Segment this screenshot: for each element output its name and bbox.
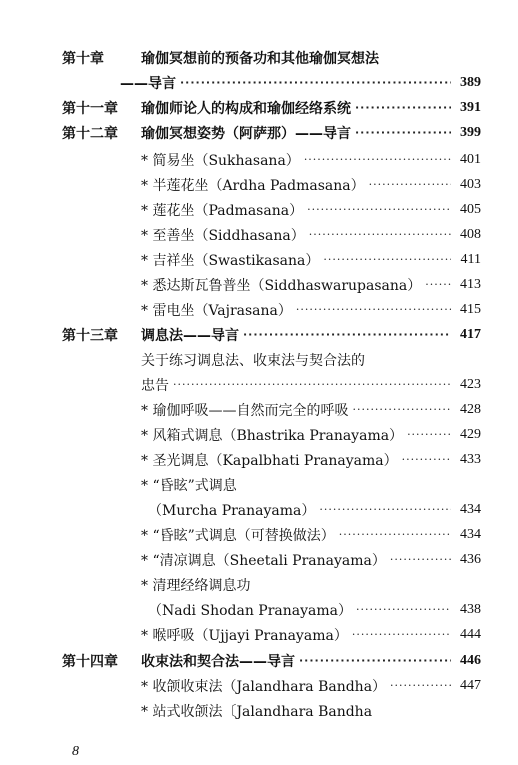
toc-entry (0, 547, 518, 572)
toc-entry (0, 322, 518, 347)
entry-title (148, 600, 481, 620)
entry-title (141, 225, 481, 245)
toc-entry (0, 522, 518, 547)
page-number: 413 (460, 276, 481, 292)
chapter-label: 第十章 (62, 50, 104, 67)
entry-text: * 莲花坐（Padmasana） (141, 202, 304, 219)
entry-text: * 站式收颌法〔Jalandhara Bandha (141, 703, 373, 720)
entry-text: 瑜伽冥想前的预备功和其他瑜伽冥想法 (141, 50, 379, 67)
entry-title (141, 651, 481, 671)
dot-leader (355, 127, 451, 138)
entry-text: * 至善坐（Siddhasana） (141, 227, 305, 244)
entry-title (141, 701, 372, 721)
dot-leader (180, 77, 451, 88)
entry-text: * 清理经络调息功 (141, 577, 251, 594)
dot-leader (299, 655, 451, 666)
entry-text: * 半莲花坐（Ardha Padmasana） (141, 177, 365, 194)
dot-leader (173, 379, 451, 390)
entry-title (141, 325, 481, 345)
entry-text: （Murcha Pranayama） (148, 502, 316, 519)
entry-text: * 吉祥坐（Swastikasana） (141, 252, 320, 269)
entry-text: * 风箱式调息（Bhastrika Pranayama） (141, 427, 404, 444)
entry-text: * “清凉调息（Sheetali Pranayama） (141, 552, 386, 569)
dot-leader (402, 454, 451, 465)
toc-entry (0, 95, 518, 120)
entry-text: 瑜伽冥想姿势（阿萨那）——导言 (141, 125, 351, 142)
page-number: 399 (460, 124, 481, 140)
page-number: 423 (460, 376, 481, 392)
entry-title (141, 525, 481, 545)
toc-entry (0, 45, 518, 70)
dot-leader (356, 604, 451, 615)
dot-leader (243, 329, 451, 340)
entry-title (141, 400, 481, 420)
toc-entry (0, 372, 518, 397)
toc-entry (0, 698, 518, 723)
toc-entry (0, 622, 518, 647)
entry-title (141, 300, 481, 320)
page-number: 433 (460, 451, 481, 467)
entry-title (141, 550, 481, 570)
entry-title (141, 475, 237, 495)
entry-title (141, 98, 481, 118)
page-number: 446 (460, 652, 481, 668)
page-number: 428 (460, 401, 481, 417)
entry-text: 收束法和契合法——导言 (141, 653, 295, 670)
dot-leader (369, 179, 451, 190)
entry-text: * “昏眩”式调息（可替换做法） (141, 527, 335, 544)
page-number: 434 (460, 526, 481, 542)
entry-text: * 收颌收束法（Jalandhara Bandha） (141, 678, 387, 695)
toc-entry (0, 597, 518, 622)
entry-title (141, 375, 481, 395)
page-number: 429 (460, 426, 481, 442)
entry-title (120, 73, 481, 93)
page-number: 434 (460, 501, 481, 517)
entry-text: （Nadi Shodan Pranayama） (148, 602, 352, 619)
toc-entry (0, 648, 518, 673)
toc-entry (0, 120, 518, 145)
dot-leader (304, 154, 451, 165)
entry-text: * 瑜伽呼吸——自然而完全的呼吸 (141, 402, 349, 419)
toc-entry (0, 247, 518, 272)
page-number: 444 (460, 626, 481, 642)
entry-text: * 简易坐（Sukhasana） (141, 152, 300, 169)
entry-title (141, 425, 481, 445)
toc-entry (0, 70, 518, 95)
dot-leader (307, 204, 451, 215)
entry-title (141, 625, 481, 645)
entry-title (141, 676, 481, 696)
dot-leader (355, 102, 451, 113)
dot-leader (390, 554, 451, 565)
page-number: 438 (460, 601, 481, 617)
entry-text: * 悉达斯瓦鲁普坐（Siddhaswarupasana） (141, 277, 422, 294)
entry-title (141, 48, 379, 68)
page-number: 417 (460, 326, 481, 342)
dot-leader (425, 279, 451, 290)
page-number: 415 (460, 301, 481, 317)
dot-leader (352, 629, 451, 640)
page-number: 436 (460, 551, 481, 567)
chapter-label: 第十二章 (62, 125, 118, 142)
entry-title (141, 175, 481, 195)
toc-entry (0, 197, 518, 222)
page-number: 447 (460, 677, 481, 693)
page-number: 401 (460, 151, 481, 167)
toc-entry (0, 497, 518, 522)
toc-entry (0, 297, 518, 322)
toc-entry (0, 172, 518, 197)
toc-entry (0, 422, 518, 447)
page-number: 403 (460, 176, 481, 192)
page-number: 411 (460, 251, 481, 267)
dot-leader (309, 229, 451, 240)
dot-leader (407, 429, 451, 440)
toc-entry (0, 272, 518, 297)
toc-entry (0, 347, 518, 372)
entry-text: * “昏眩”式调息 (141, 477, 237, 494)
page-number: 389 (460, 74, 481, 90)
entry-text: 调息法——导言 (141, 327, 239, 344)
entry-title (148, 500, 481, 520)
chapter-label: 第十一章 (62, 100, 118, 117)
entry-title (141, 575, 250, 595)
entry-title (141, 150, 481, 170)
entry-text: * 雷电坐（Vajrasana） (141, 302, 292, 319)
entry-text: 瑜伽师论人的构成和瑜伽经络系统 (141, 100, 351, 117)
entry-title (141, 275, 481, 295)
entry-text: 关于练习调息法、收束法与契合法的 (141, 352, 365, 369)
page-number: 405 (460, 201, 481, 217)
dot-leader (352, 404, 451, 415)
dot-leader (339, 529, 451, 540)
dot-leader (390, 680, 451, 691)
toc-entry (0, 673, 518, 698)
entry-text: ——导言 (120, 75, 176, 92)
toc-entry (0, 147, 518, 172)
chapter-label: 第十四章 (62, 653, 118, 670)
toc-entry (0, 447, 518, 472)
page-number: 391 (460, 99, 481, 115)
toc-entry (0, 572, 518, 597)
entry-text: * 喉呼吸（Ujjayi Pranayama） (141, 627, 348, 644)
entry-title (141, 123, 481, 143)
entry-title (141, 200, 481, 220)
toc-entry (0, 472, 518, 497)
toc-entry (0, 397, 518, 422)
dot-leader (323, 254, 451, 265)
entry-title (141, 450, 481, 470)
chapter-label: 第十三章 (62, 327, 118, 344)
page-number: 408 (460, 226, 481, 242)
entry-text: 忠告 (141, 377, 169, 394)
entry-title (141, 350, 365, 370)
dot-leader (319, 504, 451, 515)
toc-entry (0, 222, 518, 247)
page-number-footer: 8 (72, 744, 79, 759)
entry-title (141, 250, 481, 270)
dot-leader (296, 304, 451, 315)
entry-text: * 圣光调息（Kapalbhati Pranayama） (141, 452, 398, 469)
